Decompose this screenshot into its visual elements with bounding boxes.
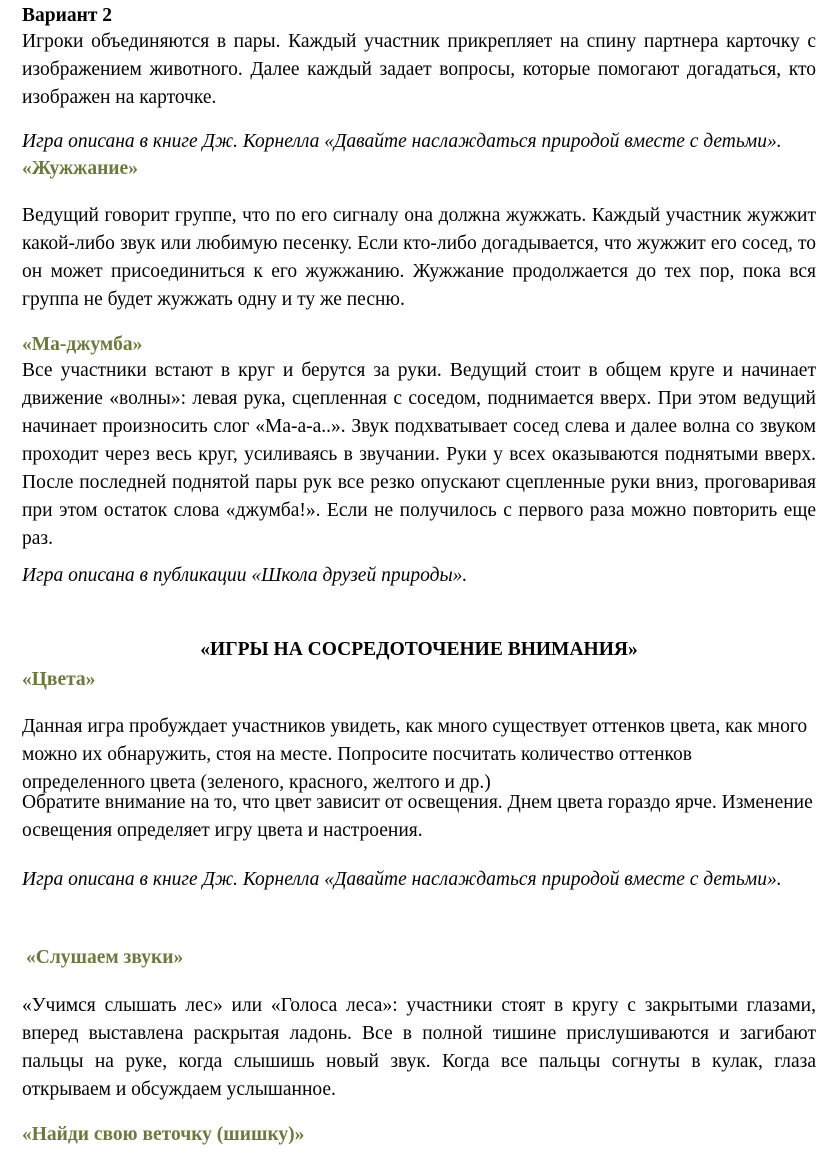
source-note-3: Игра описана в книге Дж. Корнелла «Давайте наслаждаться природой вместе с детьми». [22, 869, 782, 890]
game-title-sounds: «Слушаем звуки» [26, 947, 184, 968]
game-title-majumba: «Ма-джумба» [22, 334, 143, 355]
game-title-buzz: «Жужжание» [22, 158, 138, 179]
variant-text: Игроки объединяются в пары. Каждый участник прикрепляет на спину партнера карточку с изображением животного. Далее каждый задает вопросы, которые помогают догадаться, кто изображен на карточке. [22, 31, 816, 108]
game-title-branch: «Найди свою веточку (шишку)» [22, 1124, 305, 1145]
game-text-colors-2: Обратите внимание на то, что цвет зависит от освещения. Днем цвета гораздо ярче. Изменение освещения определяет игру цвета и настроения. [22, 792, 813, 841]
game-text-sounds: «Учимся слышать лес» или «Голоса леса»: участники стоят в кругу с закрытыми глазами, вперед выставлена раскрытая ладонь. Все в полной тишине прислушиваются и загибают пальцы на руке, когда слышишь новый звук. Когда все пальцы согнуты в кулак, глаза открываем и обсуждаем услышанное. [22, 995, 816, 1100]
variant-title: Вариант 2 [22, 5, 113, 26]
game-title-colors: «Цвета» [22, 669, 96, 690]
game-text-colors-1: Данная игра пробуждает участников увидеть, как много существует оттенков цвета, как много можно их обнаружить, стоя на месте. Попросите посчитать количество оттенков определенного цвета (зеленого, красного, желтого и др.) [22, 716, 808, 793]
section-heading: «ИГРЫ НА СОСРЕДОТОЧЕНИЕ ВНИМАНИЯ» [200, 639, 638, 660]
game-text-majumba: Все участники встают в круг и берутся за руки. Ведущий стоит в общем круге и начинает движение «волны»: левая рука, сцепленная с соседом, поднимается вверх. При этом ведущий начинает произносить слог «Ма-а-а..». Звук подхватывает сосед слева и далее волна со звуком проходит через весь круг, усиливаясь в звучании. Руки у всех оказываются поднятыми вверх. После последней поднятой пары рук все резко опускают сцепленные руки вниз, проговаривая при этом остаток слова «джумба!». Если не получилось с первого раза можно повторить еще раз. [22, 360, 816, 549]
game-text-buzz: Ведущий говорит группе, что по его сигналу она должна жужжать. Каждый участник жужжит какой-либо звук или любимую песенку. Если кто-либо догадывается, что жужжит его сосед, то он может присоединиться к его жужжанию. Жужжание продолжается до тех пор, пока вся группа не будет жужжать одну и ту же песню. [22, 205, 816, 310]
source-note-2: Игра описана в публикации «Школа друзей природы». [22, 565, 468, 586]
source-note-1: Игра описана в книге Дж. Корнелла «Давайте наслаждаться природой вместе с детьми». [22, 131, 782, 152]
